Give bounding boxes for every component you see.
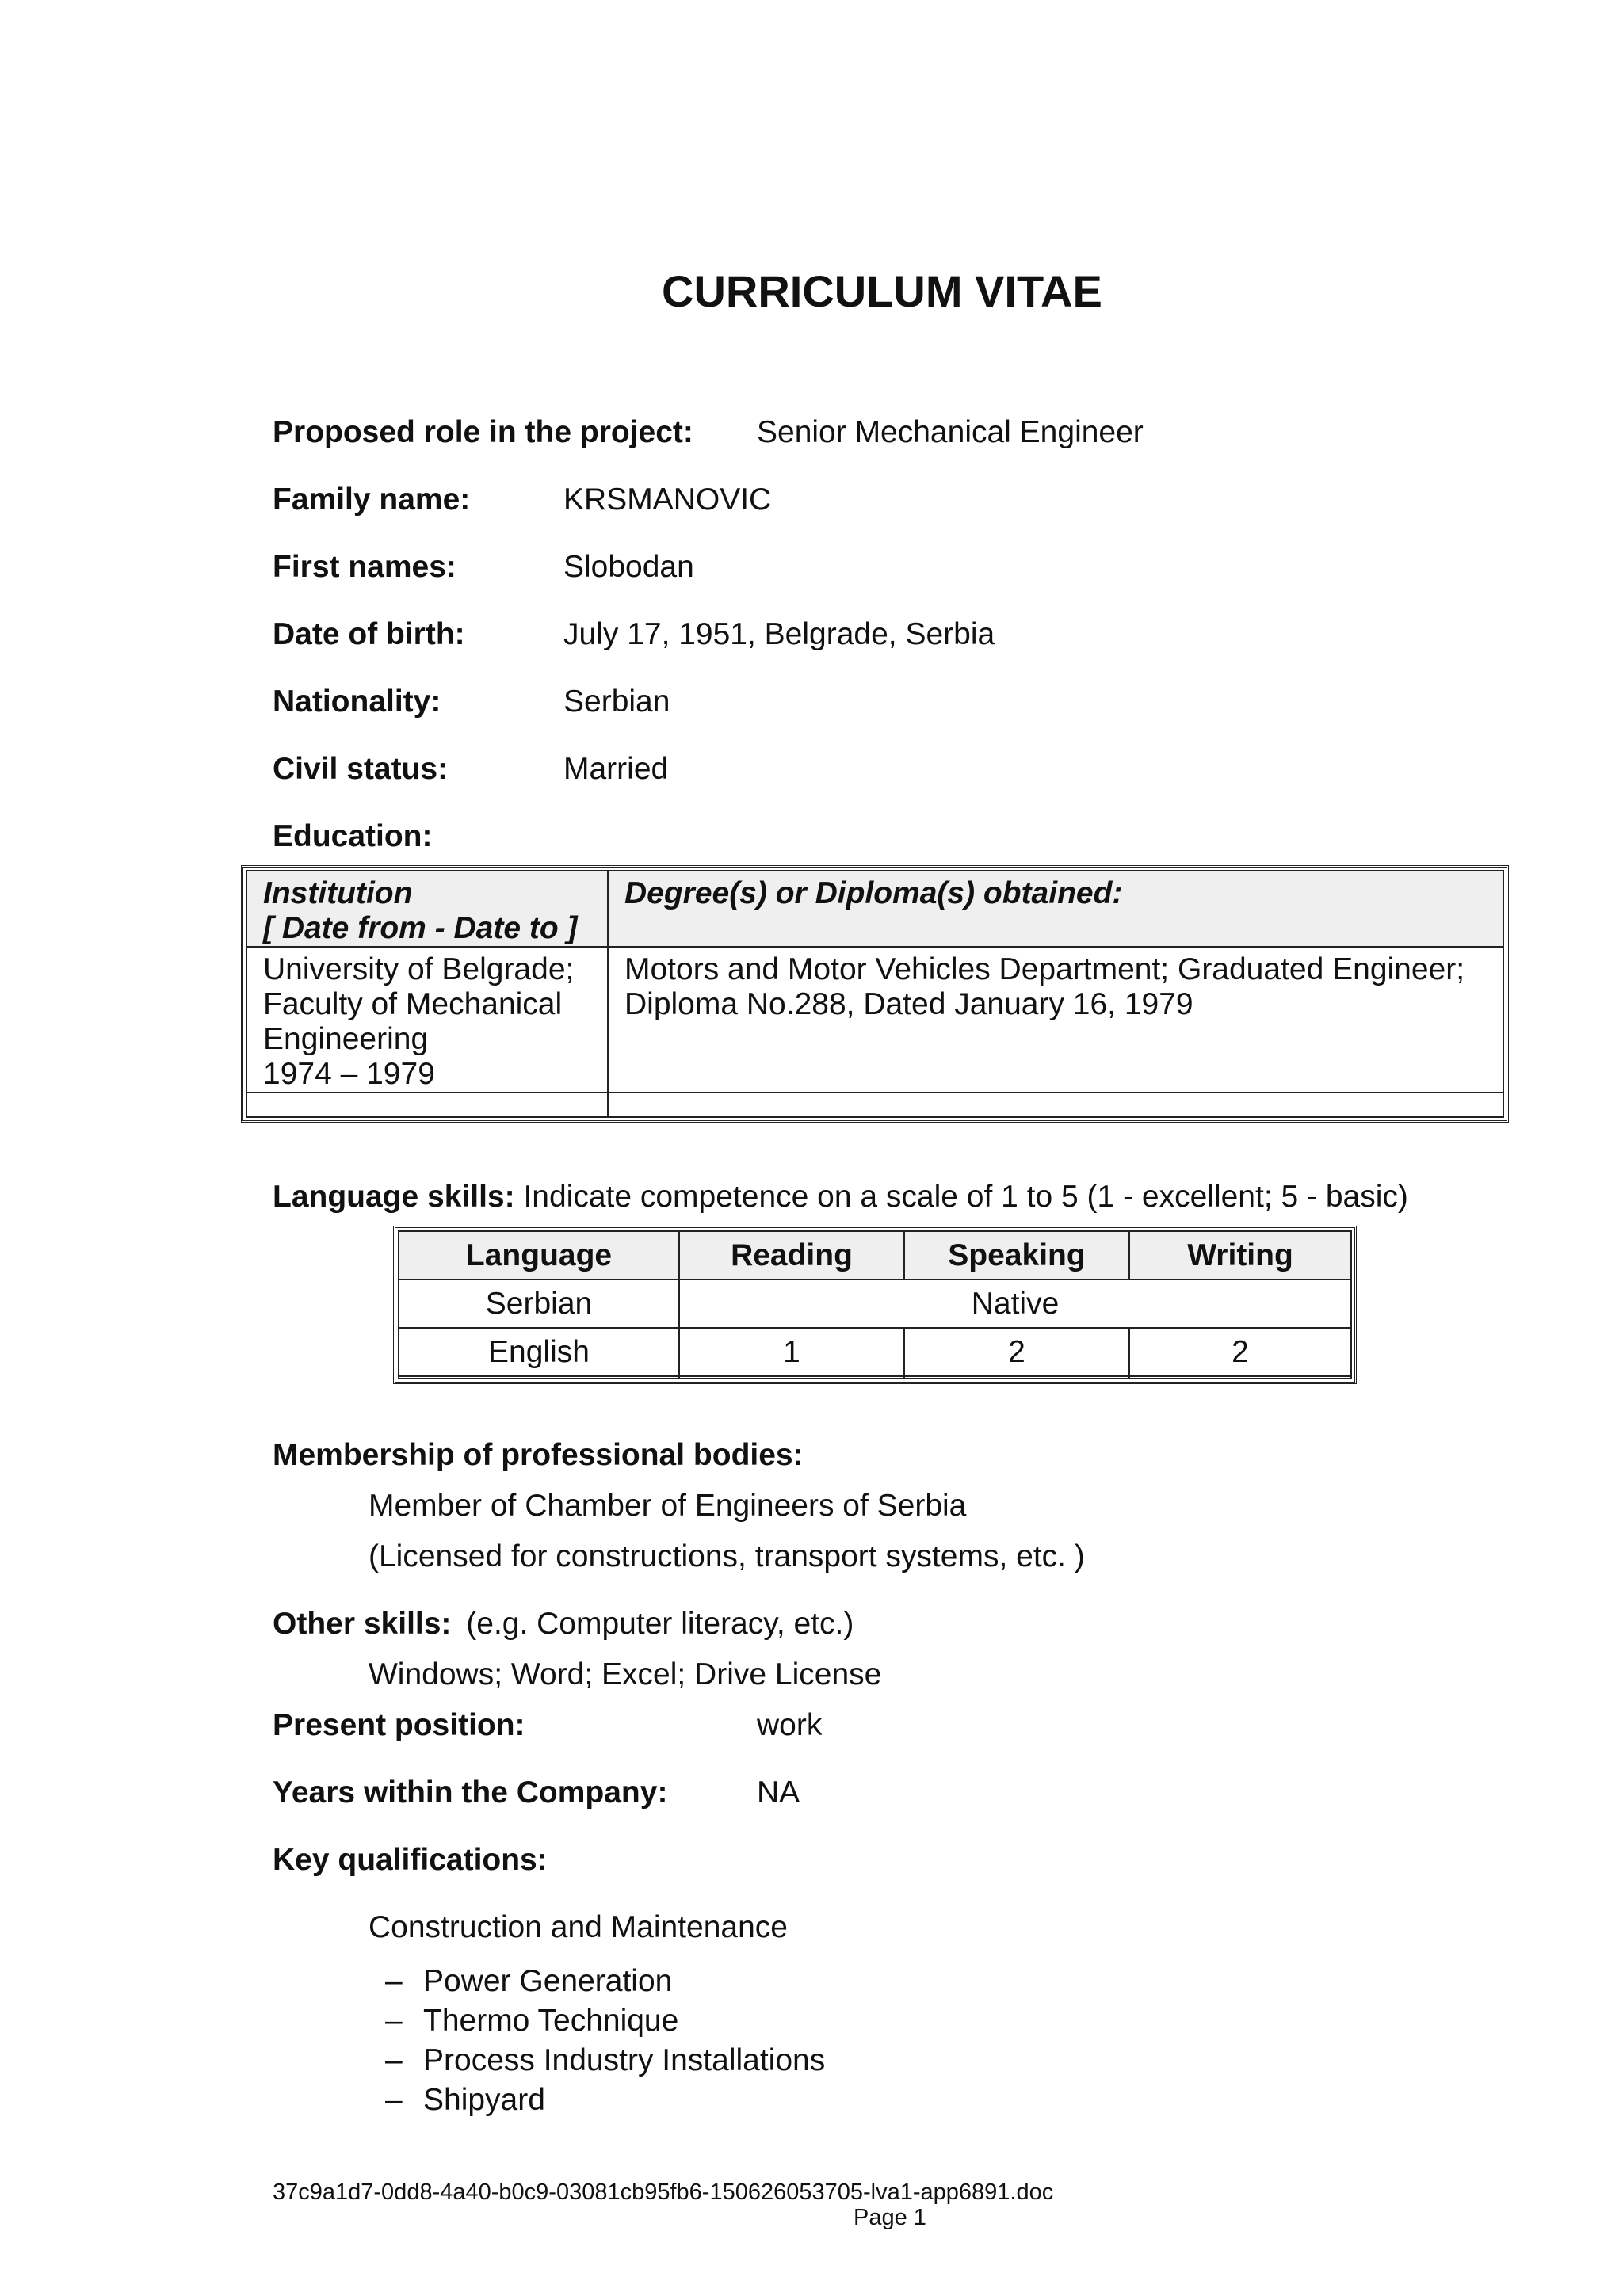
date-of-birth-value: July 17, 1951, Belgrade, Serbia — [563, 617, 995, 651]
family-name-value: KRSMANOVIC — [563, 482, 772, 517]
writing-column-header: Writing — [1129, 1231, 1351, 1280]
list-item: Thermo Technique — [423, 2004, 679, 2038]
language-cell: Serbian — [399, 1280, 679, 1328]
degree-line: Diploma No.288, Dated January 16, 1979 — [624, 987, 1193, 1021]
footer-filename: 37c9a1d7-0dd8-4a40-b0c9-03081cb95fb6-150626053705-lva1-app6891.doc — [273, 2180, 1054, 2205]
list-item: Process Industry Installations — [423, 2043, 826, 2077]
speaking-column-header: Speaking — [904, 1231, 1129, 1280]
empty-cell — [246, 1093, 608, 1117]
nationality-value: Serbian — [563, 685, 670, 719]
membership-heading: Membership of professional bodies: — [273, 1438, 804, 1472]
page-title: CURRICULUM VITAE — [662, 266, 1102, 316]
table-row — [246, 947, 1503, 1093]
list-bullet: – — [385, 2043, 403, 2077]
proposed-role-label: Proposed role in the project: — [273, 415, 693, 449]
writing-cell: 2 — [1129, 1328, 1351, 1376]
other-skills-value: Windows; Word; Excel; Drive License — [369, 1657, 882, 1691]
empty-cell — [399, 1376, 679, 1379]
first-names-label: First names: — [273, 550, 456, 584]
institution-line: University of Belgrade; — [263, 952, 575, 986]
present-position-value: work — [757, 1708, 823, 1742]
list-bullet: – — [385, 1964, 403, 1998]
list-item: Power Generation — [423, 1964, 673, 1998]
language-skills-note: Indicate competence on a scale of 1 to 5 (1 - excellent; 5 - basic) — [523, 1180, 1408, 1214]
membership-license-line: (Licensed for constructions, transport systems, etc. ) — [369, 1539, 1085, 1573]
other-skills-note: (e.g. Computer literacy, etc.) — [466, 1607, 854, 1641]
date-range-header: [ Date from - Date to ] — [263, 911, 578, 945]
first-names-value: Slobodan — [563, 550, 694, 584]
table-row — [246, 1093, 1503, 1117]
list-bullet: – — [385, 2004, 403, 2038]
language-skills-label: Language skills: — [273, 1180, 515, 1214]
other-skills-label: Other skills: — [273, 1607, 452, 1641]
degree-line: Motors and Motor Vehicles Department; Graduated Engineer; — [624, 952, 1465, 986]
page-number: Page 1 — [854, 2205, 926, 2230]
institution-dates: 1974 – 1979 — [263, 1057, 435, 1091]
education-table — [241, 865, 1509, 1123]
language-header-row — [399, 1231, 1351, 1280]
education-header-degree: Degree(s) or Diploma(s) obtained: — [608, 871, 1503, 947]
empty-cell — [679, 1376, 904, 1379]
table-row — [399, 1280, 1351, 1328]
speaking-cell: 2 — [904, 1328, 1129, 1376]
language-column-header: Language — [399, 1231, 679, 1280]
family-name-label: Family name: — [273, 482, 471, 517]
proposed-role-value: Senior Mechanical Engineer — [757, 415, 1144, 449]
education-degree-cell — [608, 947, 1503, 1093]
institution-line: Engineering — [263, 1022, 429, 1056]
institution-line: Faculty of Mechanical — [263, 987, 563, 1021]
language-table — [393, 1226, 1357, 1384]
education-header-row — [246, 871, 1503, 947]
institution-header: Institution — [263, 876, 413, 910]
table-row — [399, 1376, 1351, 1379]
native-level-cell: Native — [679, 1280, 1351, 1328]
education-heading: Education: — [273, 819, 433, 853]
reading-cell: 1 — [679, 1328, 904, 1376]
years-within-company-label: Years within the Company: — [273, 1775, 668, 1810]
present-position-label: Present position: — [273, 1708, 525, 1742]
date-of-birth-label: Date of birth: — [273, 617, 465, 651]
key-qualifications-intro: Construction and Maintenance — [369, 1910, 788, 1944]
key-qualifications-heading: Key qualifications: — [273, 1843, 548, 1877]
empty-cell — [904, 1376, 1129, 1379]
language-cell: English — [399, 1328, 679, 1376]
empty-cell — [608, 1093, 1503, 1117]
civil-status-value: Married — [563, 752, 669, 786]
language-skills-line — [273, 1181, 1408, 1212]
table-row — [399, 1328, 1351, 1376]
list-item: Shipyard — [423, 2083, 545, 2117]
education-institution-cell — [246, 947, 608, 1093]
years-within-company-value: NA — [757, 1775, 800, 1810]
membership-line: Member of Chamber of Engineers of Serbia — [369, 1489, 967, 1523]
list-bullet: – — [385, 2083, 403, 2117]
empty-cell — [1129, 1376, 1351, 1379]
civil-status-label: Civil status: — [273, 752, 449, 786]
education-header-institution — [246, 871, 608, 947]
other-skills-line — [273, 1608, 854, 1639]
nationality-label: Nationality: — [273, 685, 441, 719]
reading-column-header: Reading — [679, 1231, 904, 1280]
